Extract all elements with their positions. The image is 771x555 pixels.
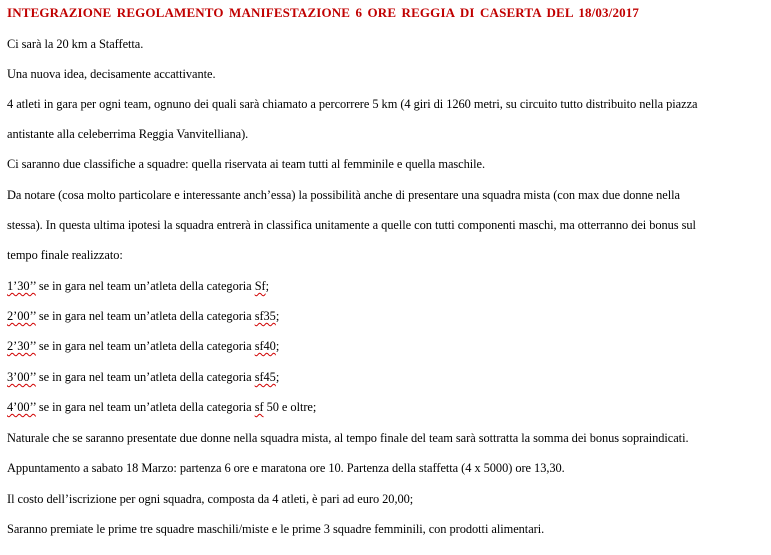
paragraph-line: Naturale che se saranno presentate due donne nella squadra mista, al tempo finale del team sarà sottratta la somma dei bonus sopraindicati. bbox=[7, 431, 689, 445]
bonus-text: se in gara nel team un’atleta della categoria bbox=[35, 279, 255, 293]
bonus-time: 2’00’’ bbox=[7, 309, 36, 323]
paragraph-line: tempo finale realizzato: bbox=[7, 248, 123, 262]
bonus-category: sf bbox=[254, 400, 264, 414]
bonus-text: se in gara nel team un’atleta della categoria bbox=[35, 400, 255, 414]
bonus-time: 4’00’’ bbox=[7, 400, 36, 414]
document-title: INTEGRAZIONE REGOLAMENTO MANIFESTAZIONE 6 ORE REGGIA DI CASERTA DEL 18/03/2017 bbox=[7, 5, 640, 20]
bonus-text: se in gara nel team un’atleta della categoria bbox=[35, 309, 255, 323]
bonus-tail: ; bbox=[275, 370, 280, 384]
bonus-text: se in gara nel team un’atleta della categoria bbox=[35, 339, 255, 353]
bonus-tail: ; bbox=[275, 309, 280, 323]
bonus-category: Sf bbox=[254, 279, 266, 293]
paragraph-line: Ci sarà la 20 km a Staffetta. bbox=[7, 37, 144, 51]
bonus-text: se in gara nel team un’atleta della categoria bbox=[35, 370, 255, 384]
paragraph-line: Il costo dell’iscrizione per ogni squadra, composta da 4 atleti, è pari ad euro 20,00; bbox=[7, 492, 414, 506]
paragraph-line: antistante alla celeberrima Reggia Vanvitelliana). bbox=[7, 127, 249, 141]
paragraph-line: 4 atleti in gara per ogni team, ognuno dei quali sarà chiamato a percorrere 5 km (4 giri di 1260 metri, su circuito tutto distribuito nella piazza bbox=[7, 97, 698, 111]
paragraph-line: Appuntamento a sabato 18 Marzo: partenza 6 ore e maratona ore 10. Partenza della staffetta (4 x 5000) ore 13,30. bbox=[7, 461, 565, 475]
bonus-tail: 50 e oltre; bbox=[263, 400, 317, 414]
bonus-line bbox=[7, 309, 279, 324]
bonus-time: 2’30’’ bbox=[7, 339, 36, 353]
paragraph-line: stessa). In questa ultima ipotesi la squadra entrerà in classifica unitamente a quelle con tutti componenti maschi, ma otterranno dei bonus sul bbox=[7, 218, 696, 232]
paragraph-line: Una nuova idea, decisamente accattivante. bbox=[7, 67, 216, 81]
bonus-line bbox=[7, 339, 279, 354]
paragraph-line: Ci saranno due classifiche a squadre: quella riservata ai team tutti al femminile e quella maschile. bbox=[7, 157, 486, 171]
bonus-tail: ; bbox=[275, 339, 280, 353]
bonus-tail: ; bbox=[265, 279, 270, 293]
bonus-category: sf45 bbox=[254, 370, 276, 384]
bonus-line bbox=[7, 279, 269, 294]
bonus-time: 1’30’’ bbox=[7, 279, 36, 293]
paragraph-line: Saranno premiate le prime tre squadre maschili/miste e le prime 3 squadre femminili, con prodotti alimentari. bbox=[7, 522, 545, 536]
bonus-line bbox=[7, 400, 316, 415]
bonus-category: sf35 bbox=[254, 309, 276, 323]
bonus-line bbox=[7, 370, 279, 385]
paragraph-line: Da notare (cosa molto particolare e interessante anch’essa) la possibilità anche di presentare una squadra mista (con max due donne nella bbox=[7, 188, 680, 202]
bonus-time: 3’00’’ bbox=[7, 370, 36, 384]
bonus-category: sf40 bbox=[254, 339, 276, 353]
